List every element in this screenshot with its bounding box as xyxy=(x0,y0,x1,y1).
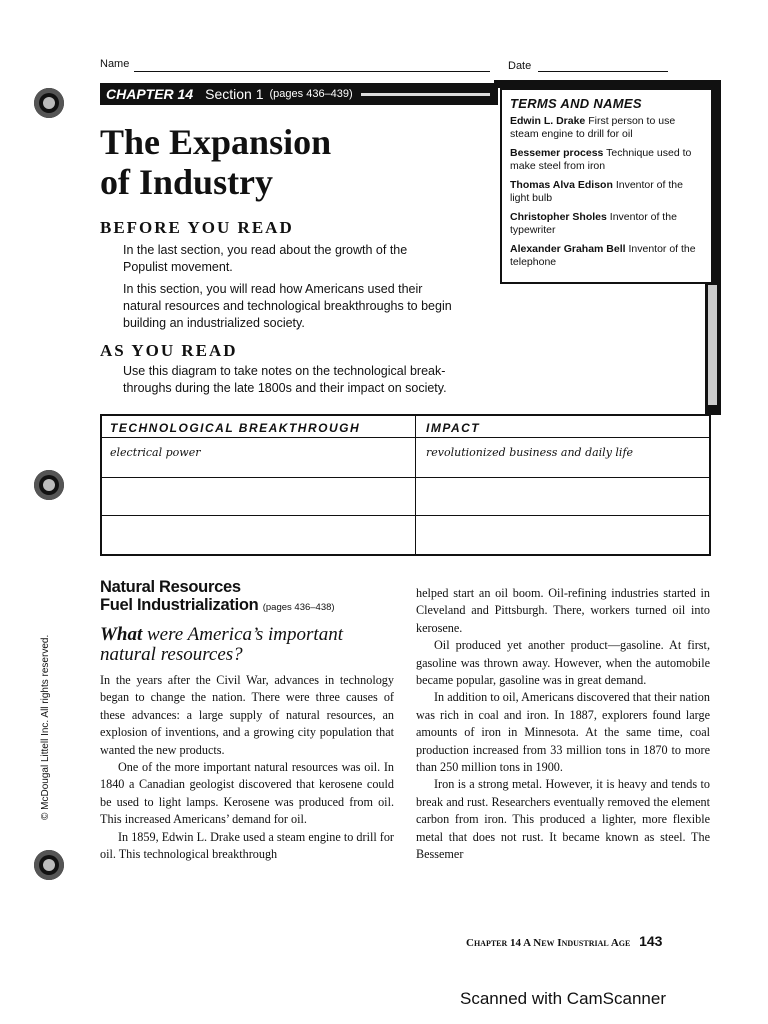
terms-title: TERMS AND NAMES xyxy=(510,96,642,111)
title-line-2: of Industry xyxy=(100,162,274,202)
term-name: Edwin L. Drake xyxy=(510,115,586,127)
terms-and-names-box xyxy=(500,88,713,284)
column-header-impact: IMPACT xyxy=(426,421,481,435)
article-heading-line-1: Natural Resources xyxy=(100,578,241,596)
section-label: Section 1 xyxy=(205,86,264,102)
copyright-notice: © McDougal Littell Inc. All rights reserved. xyxy=(40,634,51,820)
name-label: Name xyxy=(100,58,130,70)
term-definition: First person to use steam engine to drill for oil xyxy=(510,115,676,140)
table-cell-impact[interactable]: revolutionized business and daily life xyxy=(426,446,634,459)
paragraph: Iron is a strong metal. However, it is heavy and tends to break and rust. Researchers eventually removed the element carbon from iron. This produced a lighter, more flexible metal that does not rust. It became known as steel. The Bessemer xyxy=(416,777,710,862)
section-pages: (pages 436–439) xyxy=(269,88,353,100)
bar-divider xyxy=(361,93,490,96)
column-header-breakthrough: TECHNOLOGICAL BREAKTHROUGH xyxy=(110,421,361,435)
page-number: 143 xyxy=(639,933,663,949)
paragraph: One of the more important natural resources was oil. In 1840 a Canadian geologist discovered that kerosene could be used to light lamps. Kerosene was produced from oil. This increased Americans’ demand for oil. xyxy=(100,760,394,827)
chapter-bar xyxy=(100,83,498,105)
term-item xyxy=(510,211,703,237)
scanner-watermark: Scanned with CamScanner xyxy=(460,989,667,1008)
term-definition: Technique used to make steel from iron xyxy=(510,147,692,172)
question-rest: were America’s important natural resources? xyxy=(100,624,343,665)
article-question xyxy=(100,625,390,665)
term-definition: Inventor of the typewriter xyxy=(510,211,677,236)
article-left-column xyxy=(100,672,394,863)
name-field-line[interactable] xyxy=(134,71,490,72)
article-heading xyxy=(100,578,400,617)
term-item xyxy=(510,147,703,173)
title-line-1: The Expansion xyxy=(100,122,332,162)
as-you-read-heading: AS YOU READ xyxy=(100,341,238,360)
chapter-label: CHAPTER 14 xyxy=(106,86,194,102)
term-item xyxy=(510,115,703,141)
page-footer xyxy=(466,933,662,949)
binder-hole-middle xyxy=(34,470,64,500)
before-you-read-p2: In this section, you will read how Americans used their natural resources and technological breakthroughs to begin building an industrialized society. xyxy=(123,282,452,330)
before-you-read-p1: In the last section, you read about the growth of the Populist movement. xyxy=(123,243,408,274)
notes-table xyxy=(100,414,711,556)
date-field-line[interactable] xyxy=(538,71,668,72)
terms-frame-top xyxy=(494,80,721,88)
table-cell-breakthrough[interactable]: electrical power xyxy=(110,446,201,459)
term-definition: Inventor of the telephone xyxy=(510,243,696,268)
page-title xyxy=(100,122,331,202)
term-definition: Inventor of the light bulb xyxy=(510,179,683,204)
question-lead: What xyxy=(100,624,143,645)
article-heading-line-2: Fuel Industrialization xyxy=(100,596,259,614)
term-name: Christopher Sholes xyxy=(510,211,607,223)
paragraph: In 1859, Edwin L. Drake used a steam engine to drill for oil. This technological breakthrough xyxy=(100,829,394,862)
article-right-column xyxy=(416,585,710,864)
date-label: Date xyxy=(508,60,532,72)
term-name: Alexander Graham Bell xyxy=(510,243,626,255)
before-you-read-body xyxy=(123,242,453,332)
term-name: Bessemer process xyxy=(510,147,604,159)
footer-label: Chapter 14 A New Industrial Age xyxy=(466,937,631,949)
as-you-read-body: Use this diagram to take notes on the technological break-throughs during the late 1800s and their impact on society. xyxy=(123,364,447,395)
paragraph: Oil produced yet another product—gasoline. At first, gasoline was thrown away. However, when the automobile became popular, gasoline was in great demand. xyxy=(416,638,710,688)
paragraph: helped start an oil boom. Oil-refining industries started in Cleveland and Pittsburgh. There, workers turned oil into kerosene. xyxy=(416,586,710,635)
term-item xyxy=(510,179,703,205)
binder-hole-top xyxy=(34,88,64,118)
paragraph: In addition to oil, Americans discovered that their nation was rich in coal and iron. In 1887, explorers found large amounts of iron in Minnesota. At the same time, coal production increased from 33 million tons in 1870 to more than 250 million tons in 1900. xyxy=(416,690,710,775)
term-item xyxy=(510,243,703,269)
article-heading-pages: (pages 436–438) xyxy=(262,602,335,613)
binder-hole-bottom xyxy=(34,850,64,880)
before-you-read-heading: BEFORE YOU READ xyxy=(100,218,294,237)
term-name: Thomas Alva Edison xyxy=(510,179,613,191)
paragraph: In the years after the Civil War, advances in technology began to change the nation. There were three causes of these advances: a large supply of natural resources, an explosion of inventions, and a growing city population that wanted the new products. xyxy=(100,673,394,757)
